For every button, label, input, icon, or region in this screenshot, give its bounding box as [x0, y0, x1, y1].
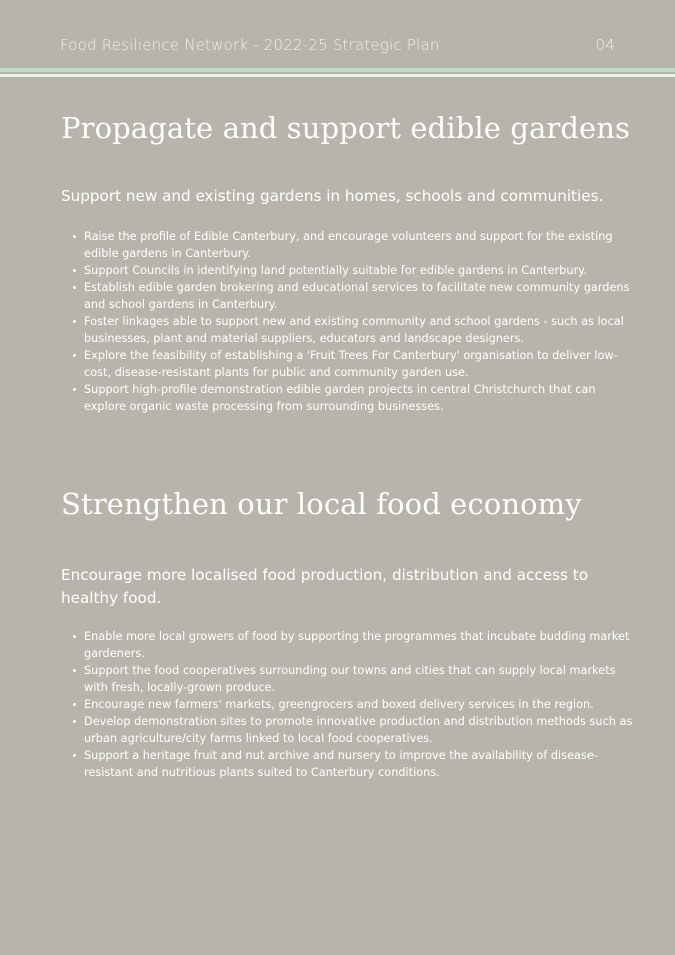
list-item: Raise the profile of Edible Canterbury, and encourage volunteers and support for the existing edible gardens in Canterbury.	[84, 228, 636, 262]
list-item: Support a heritage fruit and nut archive and nursery to improve the availability of disease-resistant and nutritious plants suited to Canterbury conditions.	[84, 747, 636, 781]
list-item: Enable more local growers of food by supporting the programmes that incubate budding market gardeners.	[84, 628, 636, 662]
header-rule-green	[0, 68, 675, 72]
section-subtitle-edible-gardens: Support new and existing gardens in homes, schools and communities.	[61, 187, 604, 205]
header-rule-white	[0, 74, 675, 77]
list-item: Encourage new farmers' markets, greengrocers and boxed delivery services in the region.	[84, 696, 636, 713]
page-number: 04	[595, 36, 615, 54]
page-header	[60, 35, 615, 55]
bullet-list-local-food-economy	[84, 628, 636, 781]
section-title-local-food-economy: Strengthen our local food economy	[61, 487, 582, 521]
list-item: Develop demonstration sites to promote innovative production and distribution methods such as urban agriculture/city farms linked to local food cooperatives.	[84, 713, 636, 747]
list-item: Establish edible garden brokering and educational services to facilitate new community gardens and school gardens in Canterbury.	[84, 279, 636, 313]
bullet-list-edible-gardens	[84, 228, 636, 415]
section-title-edible-gardens: Propagate and support edible gardens	[61, 111, 631, 145]
list-item: Support high-profile demonstration edible garden projects in central Christchurch that can explore organic waste processing from surrounding businesses.	[84, 381, 636, 415]
header-document-title: Food Resilience Network - 2022-25 Strategic Plan	[60, 36, 440, 54]
list-item: Explore the feasibility of establishing a 'Fruit Trees For Canterbury' organisation to deliver low-cost, disease-resistant plants for public and community garden use.	[84, 347, 636, 381]
list-item: Foster linkages able to support new and existing community and school gardens - such as local businesses, plant and material suppliers, educators and landscape designers.	[84, 313, 636, 347]
list-item: Support Councils in identifying land potentially suitable for edible gardens in Canterbury.	[84, 262, 636, 279]
list-item: Support the food cooperatives surrounding our towns and cities that can supply local markets with fresh, locally-grown produce.	[84, 662, 636, 696]
section-subtitle-local-food-economy: Encourage more localised food production, distribution and access to healthy food.	[61, 566, 588, 607]
